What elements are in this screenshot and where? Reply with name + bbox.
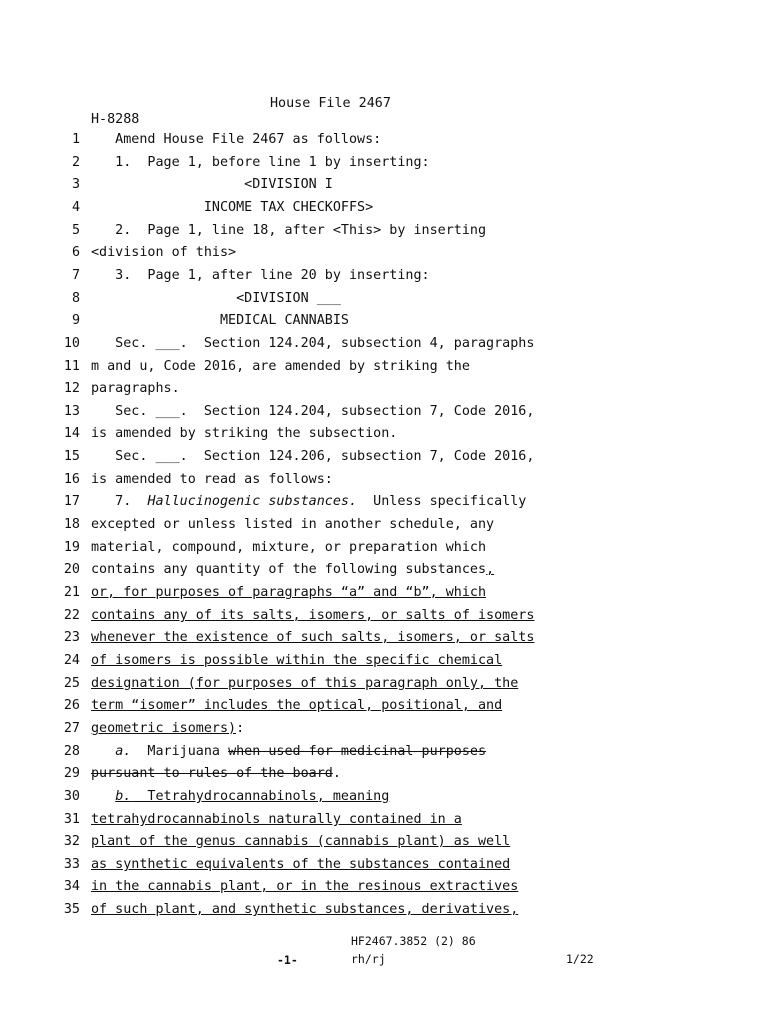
line-segment: plant of the genus cannabis (cannabis plant) as well — [91, 834, 511, 849]
line-text — [91, 473, 333, 486]
line-text — [91, 745, 486, 758]
line-segment: 7. — [91, 494, 148, 509]
line-text — [91, 156, 430, 169]
line-number: 33 — [63, 857, 80, 872]
line-number: 4 — [71, 200, 80, 215]
line-number: 19 — [63, 540, 80, 555]
line-text — [91, 201, 373, 214]
line-number: 11 — [63, 359, 80, 374]
line-text — [91, 858, 510, 871]
line-number: 17 — [63, 494, 80, 509]
footer-page-count: 1/22 — [566, 952, 594, 966]
line-text — [91, 609, 534, 622]
line-text — [91, 314, 349, 327]
line-number: 14 — [63, 426, 80, 441]
footer-initials: rh/rj — [351, 952, 386, 966]
line-segment: Sec. ___. Section 124.206, subsection 7, Code 2016, — [91, 449, 535, 464]
line-segment: Amend House File 2467 as follows: — [91, 132, 382, 147]
line-segment: Sec. ___. Section 124.204, subsection 7, Code 2016, — [91, 404, 535, 419]
line-segment: tetrahydrocannabinols naturally contained in a — [91, 812, 462, 827]
line-text — [91, 518, 494, 531]
line-number: 10 — [63, 336, 80, 351]
line-number: 27 — [63, 721, 80, 736]
line-number: 6 — [71, 245, 80, 260]
line-segment: m and u, Code 2016, are amended by striking the — [91, 359, 470, 374]
line-number: 21 — [63, 585, 80, 600]
line-number: 26 — [63, 698, 80, 713]
line-text — [91, 337, 534, 350]
line-segment: 1. Page 1, before line 1 by inserting: — [91, 155, 430, 170]
line-text — [91, 224, 486, 237]
line-text — [91, 133, 381, 146]
line-segment: MEDICAL CANNABIS — [91, 313, 349, 328]
line-segment — [91, 744, 115, 759]
line-text — [91, 677, 518, 690]
line-number: 20 — [63, 562, 80, 577]
line-segment: <division of this> — [91, 245, 237, 260]
line-segment: contains any of its salts, isomers, or salts of isomers — [91, 608, 535, 623]
line-number: 15 — [63, 449, 80, 464]
line-number: 12 — [63, 381, 80, 396]
line-segment: Marijuana — [131, 744, 229, 759]
line-segment: . — [332, 766, 341, 781]
line-text — [91, 699, 502, 712]
line-segment: paragraphs. — [91, 381, 180, 396]
line-text — [91, 767, 341, 780]
line-segment — [91, 789, 115, 804]
line-segment: Sec. ___. Section 124.204, subsection 4, paragraphs — [91, 336, 535, 351]
line-segment: b. — [115, 789, 132, 804]
line-text — [91, 450, 534, 463]
line-segment: of isomers is possible within the specific chemical — [91, 653, 503, 668]
footer-page-marker: -1- — [277, 953, 298, 967]
line-number: 3 — [71, 177, 80, 192]
line-number: 16 — [63, 472, 80, 487]
line-text — [91, 382, 180, 395]
line-text — [91, 722, 244, 735]
line-text — [91, 541, 486, 554]
line-number: 18 — [63, 517, 80, 532]
line-text — [91, 813, 462, 826]
line-number: 28 — [63, 744, 80, 759]
line-text — [91, 495, 526, 508]
line-text — [91, 835, 510, 848]
line-segment: when used for medicinal purposes — [228, 744, 487, 759]
line-text — [91, 654, 502, 667]
line-number: 2 — [71, 155, 80, 170]
line-number: 8 — [71, 291, 80, 306]
line-text — [91, 903, 518, 916]
line-segment: : — [236, 721, 245, 736]
line-number: 25 — [63, 676, 80, 691]
line-text — [91, 880, 518, 893]
line-number: 7 — [71, 268, 80, 283]
line-segment: excepted or unless listed in another schedule, any — [91, 517, 495, 532]
line-segment: 2. Page 1, line 18, after <This> by inserting — [91, 223, 487, 238]
line-text — [91, 563, 494, 576]
line-segment: as synthetic equivalents of the substances contained — [91, 857, 511, 872]
line-text — [91, 427, 397, 440]
line-segment: 3. Page 1, after line 20 by inserting: — [91, 268, 430, 283]
line-segment: Hallucinogenic substances. — [147, 494, 358, 509]
line-segment: Tetrahydrocannabinols, meaning — [131, 789, 390, 804]
line-text — [91, 631, 534, 644]
line-segment: of such plant, and synthetic substances, derivatives, — [91, 902, 519, 917]
line-number: 9 — [71, 313, 80, 328]
line-number: 29 — [63, 766, 80, 781]
line-segment: pursuant to rules of the board — [91, 766, 333, 781]
footer-doc-code: HF2467.3852 (2) 86 — [351, 934, 476, 948]
line-number: 34 — [63, 879, 80, 894]
line-number: 30 — [63, 789, 80, 804]
line-text — [91, 790, 389, 803]
line-segment: <DIVISION ___ — [91, 291, 341, 306]
line-segment: , — [486, 562, 495, 577]
line-number: 35 — [63, 902, 80, 917]
line-segment: contains any quantity of the following substances — [91, 562, 487, 577]
line-number: 32 — [63, 834, 80, 849]
line-segment: Unless specifically — [357, 494, 527, 509]
line-segment: material, compound, mixture, or preparation which — [91, 540, 487, 555]
line-number: 5 — [71, 223, 80, 238]
line-segment: or, for purposes of paragraphs “a” and “b”, which — [91, 585, 487, 600]
line-text — [91, 178, 333, 191]
line-segment: whenever the existence of such salts, isomers, or salts — [91, 630, 535, 645]
line-segment: term “isomer” includes the optical, positional, and — [91, 698, 503, 713]
line-segment: <DIVISION I — [91, 177, 333, 192]
line-number: 22 — [63, 608, 80, 623]
line-text — [91, 292, 341, 305]
amendment-id: H-8288 — [91, 112, 140, 127]
line-segment: geometric isomers) — [91, 721, 237, 736]
line-text — [91, 586, 486, 599]
line-text — [91, 360, 470, 373]
line-text — [91, 405, 534, 418]
line-segment: is amended to read as follows: — [91, 472, 333, 487]
line-segment: a. — [115, 744, 132, 759]
line-text — [91, 246, 236, 259]
page-title: House File 2467 — [270, 96, 391, 111]
line-segment: in the cannabis plant, or in the resinous extractives — [91, 879, 519, 894]
line-number: 31 — [63, 812, 80, 827]
line-number: 23 — [63, 630, 80, 645]
line-segment: INCOME TAX CHECKOFFS> — [91, 200, 374, 215]
line-number: 1 — [71, 132, 80, 147]
line-number: 13 — [63, 404, 80, 419]
line-segment: designation (for purposes of this paragraph only, the — [91, 676, 519, 691]
line-segment: is amended by striking the subsection. — [91, 426, 398, 441]
line-number: 24 — [63, 653, 80, 668]
line-text — [91, 269, 430, 282]
